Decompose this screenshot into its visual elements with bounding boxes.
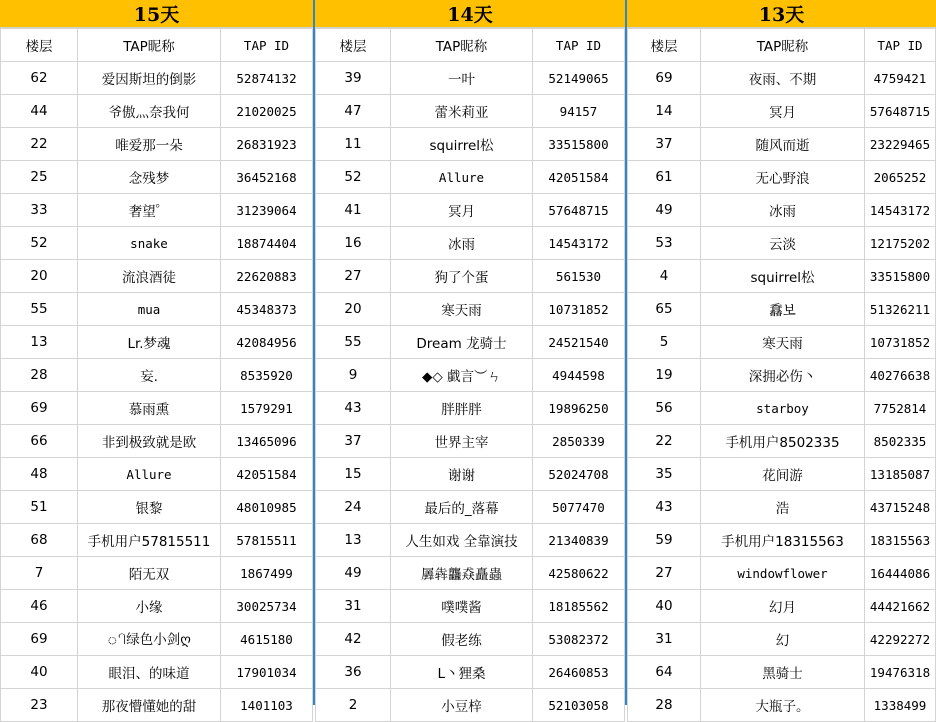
header-row [628, 29, 936, 62]
nickname-header: TAP昵称 [78, 29, 221, 62]
tap-id-cell: 31239064 [221, 194, 313, 227]
nickname-cell: 冥月 [701, 95, 865, 128]
panel-title: 15天 [0, 0, 313, 28]
nickname-cell: 那夜懵懂她的甜 [78, 689, 221, 722]
table-row [1, 491, 313, 524]
table-row [628, 590, 936, 623]
nickname-cell: Allure [78, 458, 221, 491]
nickname-cell: 人生如戏 全靠演技 [391, 524, 533, 557]
tap-id-cell: 53082372 [533, 623, 625, 656]
floor-cell: 19 [628, 359, 701, 392]
floor-cell: 28 [1, 359, 78, 392]
table-row [316, 557, 625, 590]
table-row [1, 293, 313, 326]
nickname-cell: snake [78, 227, 221, 260]
table-row [628, 260, 936, 293]
nickname-cell: 无心野浪 [701, 161, 865, 194]
nickname-cell: 羼犇龘猋矗蟲 [391, 557, 533, 590]
nickname-cell: squirrel松 [391, 128, 533, 161]
tap-id-cell: 17901034 [221, 656, 313, 689]
nickname-cell: 慕雨熏 [78, 392, 221, 425]
tap-id-cell: 30025734 [221, 590, 313, 623]
floor-cell: 13 [316, 524, 391, 557]
table-row [316, 491, 625, 524]
table-row [316, 359, 625, 392]
nickname-cell: 爱因斯坦的倒影 [78, 62, 221, 95]
floor-cell: 4 [628, 260, 701, 293]
floor-cell: 13 [1, 326, 78, 359]
floor-header: 楼层 [1, 29, 78, 62]
tap-id-cell: 1401103 [221, 689, 313, 722]
header-row [316, 29, 625, 62]
floor-cell: 51 [1, 491, 78, 524]
tap-id-cell: 40276638 [865, 359, 936, 392]
tap-id-cell: 26831923 [221, 128, 313, 161]
floor-cell: 49 [628, 194, 701, 227]
tap-id-cell: 48010985 [221, 491, 313, 524]
nickname-cell: 小豆梓 [391, 689, 533, 722]
tap-id-cell: 42292272 [865, 623, 936, 656]
tap-id-cell: 8535920 [221, 359, 313, 392]
panel-title: 14天 [315, 0, 625, 28]
nickname-cell: Lr.梦魂 [78, 326, 221, 359]
tap-id-cell: 1338499 [865, 689, 936, 722]
tap-id-cell: 4944598 [533, 359, 625, 392]
nickname-cell: 夜雨、不期 [701, 62, 865, 95]
floor-cell: 27 [316, 260, 391, 293]
table-row [628, 62, 936, 95]
results-table [627, 28, 936, 722]
table-row [628, 491, 936, 524]
floor-cell: 9 [316, 359, 391, 392]
table-row [1, 260, 313, 293]
nickname-cell: 随风而逝 [701, 128, 865, 161]
table-row [316, 524, 625, 557]
nickname-cell: 手机用户18315563 [701, 524, 865, 557]
tap-id-cell: 19896250 [533, 392, 625, 425]
table-row [316, 590, 625, 623]
tap-id-cell: 561530 [533, 260, 625, 293]
table-row [316, 260, 625, 293]
floor-cell: 37 [316, 425, 391, 458]
table-row [1, 194, 313, 227]
table-row [1, 359, 313, 392]
table-row [316, 656, 625, 689]
table-row [316, 392, 625, 425]
floor-cell: 56 [628, 392, 701, 425]
tap-id-cell: 22620883 [221, 260, 313, 293]
table-row [1, 62, 313, 95]
tap-id-cell: 51326211 [865, 293, 936, 326]
nickname-cell: 陌无双 [78, 557, 221, 590]
panel-13-days [625, 0, 936, 715]
tap-id-cell: 52103058 [533, 689, 625, 722]
table-row [316, 425, 625, 458]
nickname-cell: ◆◇ 戱言︶ㄣ [391, 359, 533, 392]
floor-cell: 62 [1, 62, 78, 95]
floor-cell: 35 [628, 458, 701, 491]
floor-cell: 53 [628, 227, 701, 260]
nickname-cell: 流浪酒徒 [78, 260, 221, 293]
nickname-cell: 蕾米莉亚 [391, 95, 533, 128]
table-row [1, 95, 313, 128]
tap-id-cell: 1579291 [221, 392, 313, 425]
nickname-cell: 噗噗酱 [391, 590, 533, 623]
tap-id-cell: 18315563 [865, 524, 936, 557]
nickname-cell: L丶狸桑 [391, 656, 533, 689]
results-table [315, 28, 625, 722]
floor-cell: 64 [628, 656, 701, 689]
nickname-cell: 念残梦 [78, 161, 221, 194]
floor-cell: 22 [628, 425, 701, 458]
table-row [316, 623, 625, 656]
table-row [316, 293, 625, 326]
floor-cell: 31 [316, 590, 391, 623]
floor-cell: 69 [628, 62, 701, 95]
floor-cell: 22 [1, 128, 78, 161]
floor-cell: 46 [1, 590, 78, 623]
table-row [628, 689, 936, 722]
floor-header: 楼层 [316, 29, 391, 62]
nickname-cell: 手机用户57815511 [78, 524, 221, 557]
table-row [628, 326, 936, 359]
nickname-cell: Allure [391, 161, 533, 194]
tap-id-cell: 16444086 [865, 557, 936, 590]
nickname-cell: 世界主宰 [391, 425, 533, 458]
nickname-cell: 馫보 [701, 293, 865, 326]
floor-cell: 39 [316, 62, 391, 95]
table-row [628, 194, 936, 227]
nickname-cell: 幻月 [701, 590, 865, 623]
floor-cell: 37 [628, 128, 701, 161]
floor-cell: 31 [628, 623, 701, 656]
nickname-cell: 狗了个蛋 [391, 260, 533, 293]
floor-cell: 44 [1, 95, 78, 128]
tap-id-cell: 42084956 [221, 326, 313, 359]
floor-cell: 48 [1, 458, 78, 491]
floor-cell: 36 [316, 656, 391, 689]
floor-cell: 55 [316, 326, 391, 359]
floor-cell: 66 [1, 425, 78, 458]
nickname-cell: 花间游 [701, 458, 865, 491]
panel-14-days [313, 0, 625, 715]
table-row [628, 293, 936, 326]
floor-cell: 14 [628, 95, 701, 128]
floor-cell: 16 [316, 227, 391, 260]
floor-cell: 40 [1, 656, 78, 689]
floor-cell: 5 [628, 326, 701, 359]
table-row [1, 656, 313, 689]
tap-id-cell: 33515800 [865, 260, 936, 293]
table-row [1, 590, 313, 623]
table-row [316, 62, 625, 95]
nickname-cell: 大瓶子。 [701, 689, 865, 722]
tap-id-cell: 57648715 [533, 194, 625, 227]
table-row [628, 623, 936, 656]
nickname-cell: 非到极致就是欧 [78, 425, 221, 458]
tap-id-cell: 21020025 [221, 95, 313, 128]
floor-cell: 40 [628, 590, 701, 623]
table-row [628, 425, 936, 458]
nickname-cell: 假老练 [391, 623, 533, 656]
table-row [1, 458, 313, 491]
floor-cell: 24 [316, 491, 391, 524]
nickname-cell: Dream 龙骑士 [391, 326, 533, 359]
table-row [628, 458, 936, 491]
floor-cell: 69 [1, 392, 78, 425]
nickname-cell: 黑骑士 [701, 656, 865, 689]
table-row [628, 95, 936, 128]
table-row [628, 161, 936, 194]
tap-id-cell: 8502335 [865, 425, 936, 458]
tap-id-cell: 42580622 [533, 557, 625, 590]
table-row [1, 128, 313, 161]
table-row [1, 425, 313, 458]
table-row [628, 392, 936, 425]
nickname-cell: squirrel松 [701, 260, 865, 293]
floor-header: 楼层 [628, 29, 701, 62]
table-row [628, 656, 936, 689]
table-row [1, 557, 313, 590]
table-row [1, 524, 313, 557]
nickname-cell: 云淡 [701, 227, 865, 260]
tap-id-cell: 7752814 [865, 392, 936, 425]
header-row [1, 29, 313, 62]
nickname-cell: starboy [701, 392, 865, 425]
tap-id-cell: 57648715 [865, 95, 936, 128]
floor-cell: 20 [1, 260, 78, 293]
floor-cell: 23 [1, 689, 78, 722]
tap-id-cell: 13465096 [221, 425, 313, 458]
tap-id-cell: 14543172 [533, 227, 625, 260]
tap-id-cell: 12175202 [865, 227, 936, 260]
tap-id-cell: 42051584 [221, 458, 313, 491]
panel-15-days [0, 0, 313, 715]
nickname-cell: 手机用户8502335 [701, 425, 865, 458]
nickname-cell: 妄. [78, 359, 221, 392]
tap-id-cell: 2850339 [533, 425, 625, 458]
table-row [1, 392, 313, 425]
table-row [316, 689, 625, 722]
nickname-cell: 寒天雨 [391, 293, 533, 326]
nickname-cell: 一叶 [391, 62, 533, 95]
nickname-cell: 最后的_落幕 [391, 491, 533, 524]
nickname-cell: windowflower [701, 557, 865, 590]
table-row [628, 128, 936, 161]
table-row [628, 524, 936, 557]
tap-id-cell: 4759421 [865, 62, 936, 95]
floor-cell: 15 [316, 458, 391, 491]
tap-id-cell: 94157 [533, 95, 625, 128]
table-row [316, 128, 625, 161]
tap-id-cell: 10731852 [865, 326, 936, 359]
floor-cell: 11 [316, 128, 391, 161]
tap-id-cell: 52149065 [533, 62, 625, 95]
nickname-cell: 谢谢 [391, 458, 533, 491]
table-row [316, 161, 625, 194]
nickname-cell: 寒天雨 [701, 326, 865, 359]
id-header: TAP ID [533, 29, 625, 62]
table-row [1, 623, 313, 656]
tap-id-cell: 44421662 [865, 590, 936, 623]
floor-cell: 52 [1, 227, 78, 260]
table-row [628, 557, 936, 590]
tap-id-cell: 52874132 [221, 62, 313, 95]
nickname-cell: 小缘 [78, 590, 221, 623]
floor-cell: 33 [1, 194, 78, 227]
tap-id-cell: 26460853 [533, 656, 625, 689]
table-row [1, 227, 313, 260]
floor-cell: 52 [316, 161, 391, 194]
floor-cell: 41 [316, 194, 391, 227]
floor-cell: 61 [628, 161, 701, 194]
tap-id-cell: 5077470 [533, 491, 625, 524]
nickname-cell: 奢望゜ [78, 194, 221, 227]
floor-cell: 20 [316, 293, 391, 326]
floor-cell: 49 [316, 557, 391, 590]
nickname-header: TAP昵称 [391, 29, 533, 62]
table-row [316, 458, 625, 491]
tap-id-cell: 43715248 [865, 491, 936, 524]
table-row [1, 161, 313, 194]
floor-cell: 59 [628, 524, 701, 557]
table-row [316, 227, 625, 260]
id-header: TAP ID [221, 29, 313, 62]
results-table [0, 28, 313, 722]
tap-id-cell: 57815511 [221, 524, 313, 557]
nickname-cell: 冰雨 [701, 194, 865, 227]
tap-id-cell: 23229465 [865, 128, 936, 161]
id-header: TAP ID [865, 29, 936, 62]
tap-id-cell: 21340839 [533, 524, 625, 557]
tap-id-cell: 4615180 [221, 623, 313, 656]
table-row [628, 227, 936, 260]
table-row [316, 326, 625, 359]
tap-id-cell: 36452168 [221, 161, 313, 194]
floor-cell: 68 [1, 524, 78, 557]
tap-id-cell: 18874404 [221, 227, 313, 260]
table-row [1, 689, 313, 722]
nickname-cell: 银黎 [78, 491, 221, 524]
floor-cell: 2 [316, 689, 391, 722]
nickname-header: TAP昵称 [701, 29, 865, 62]
tap-id-cell: 45348373 [221, 293, 313, 326]
floor-cell: 28 [628, 689, 701, 722]
tap-id-cell: 52024708 [533, 458, 625, 491]
floor-cell: 55 [1, 293, 78, 326]
nickname-cell: 冥月 [391, 194, 533, 227]
table-row [628, 359, 936, 392]
nickname-cell: mua [78, 293, 221, 326]
tap-id-cell: 19476318 [865, 656, 936, 689]
floor-cell: 47 [316, 95, 391, 128]
panel-title: 13天 [627, 0, 936, 28]
nickname-cell: 唯爱那一朵 [78, 128, 221, 161]
tap-id-cell: 33515800 [533, 128, 625, 161]
nickname-cell: 眼泪、的味道 [78, 656, 221, 689]
nickname-cell: 幻 [701, 623, 865, 656]
tap-id-cell: 1867499 [221, 557, 313, 590]
nickname-cell: 爷傲灬奈我何 [78, 95, 221, 128]
floor-cell: 27 [628, 557, 701, 590]
tap-id-cell: 18185562 [533, 590, 625, 623]
tap-id-cell: 42051584 [533, 161, 625, 194]
tap-id-cell: 14543172 [865, 194, 936, 227]
table-row [316, 194, 625, 227]
tap-id-cell: 13185087 [865, 458, 936, 491]
floor-cell: 42 [316, 623, 391, 656]
floor-cell: 43 [316, 392, 391, 425]
tap-id-cell: 10731852 [533, 293, 625, 326]
floor-cell: 43 [628, 491, 701, 524]
tap-id-cell: 2065252 [865, 161, 936, 194]
floor-cell: 7 [1, 557, 78, 590]
floor-cell: 65 [628, 293, 701, 326]
floor-cell: 25 [1, 161, 78, 194]
nickname-cell: ி绿色小剑ღ [78, 623, 221, 656]
nickname-cell: 冰雨 [391, 227, 533, 260]
table-row [316, 95, 625, 128]
nickname-cell: 深拥必伤丶 [701, 359, 865, 392]
nickname-cell: 浩 [701, 491, 865, 524]
floor-cell: 69 [1, 623, 78, 656]
tap-id-cell: 24521540 [533, 326, 625, 359]
table-row [1, 326, 313, 359]
nickname-cell: 胖胖胖 [391, 392, 533, 425]
